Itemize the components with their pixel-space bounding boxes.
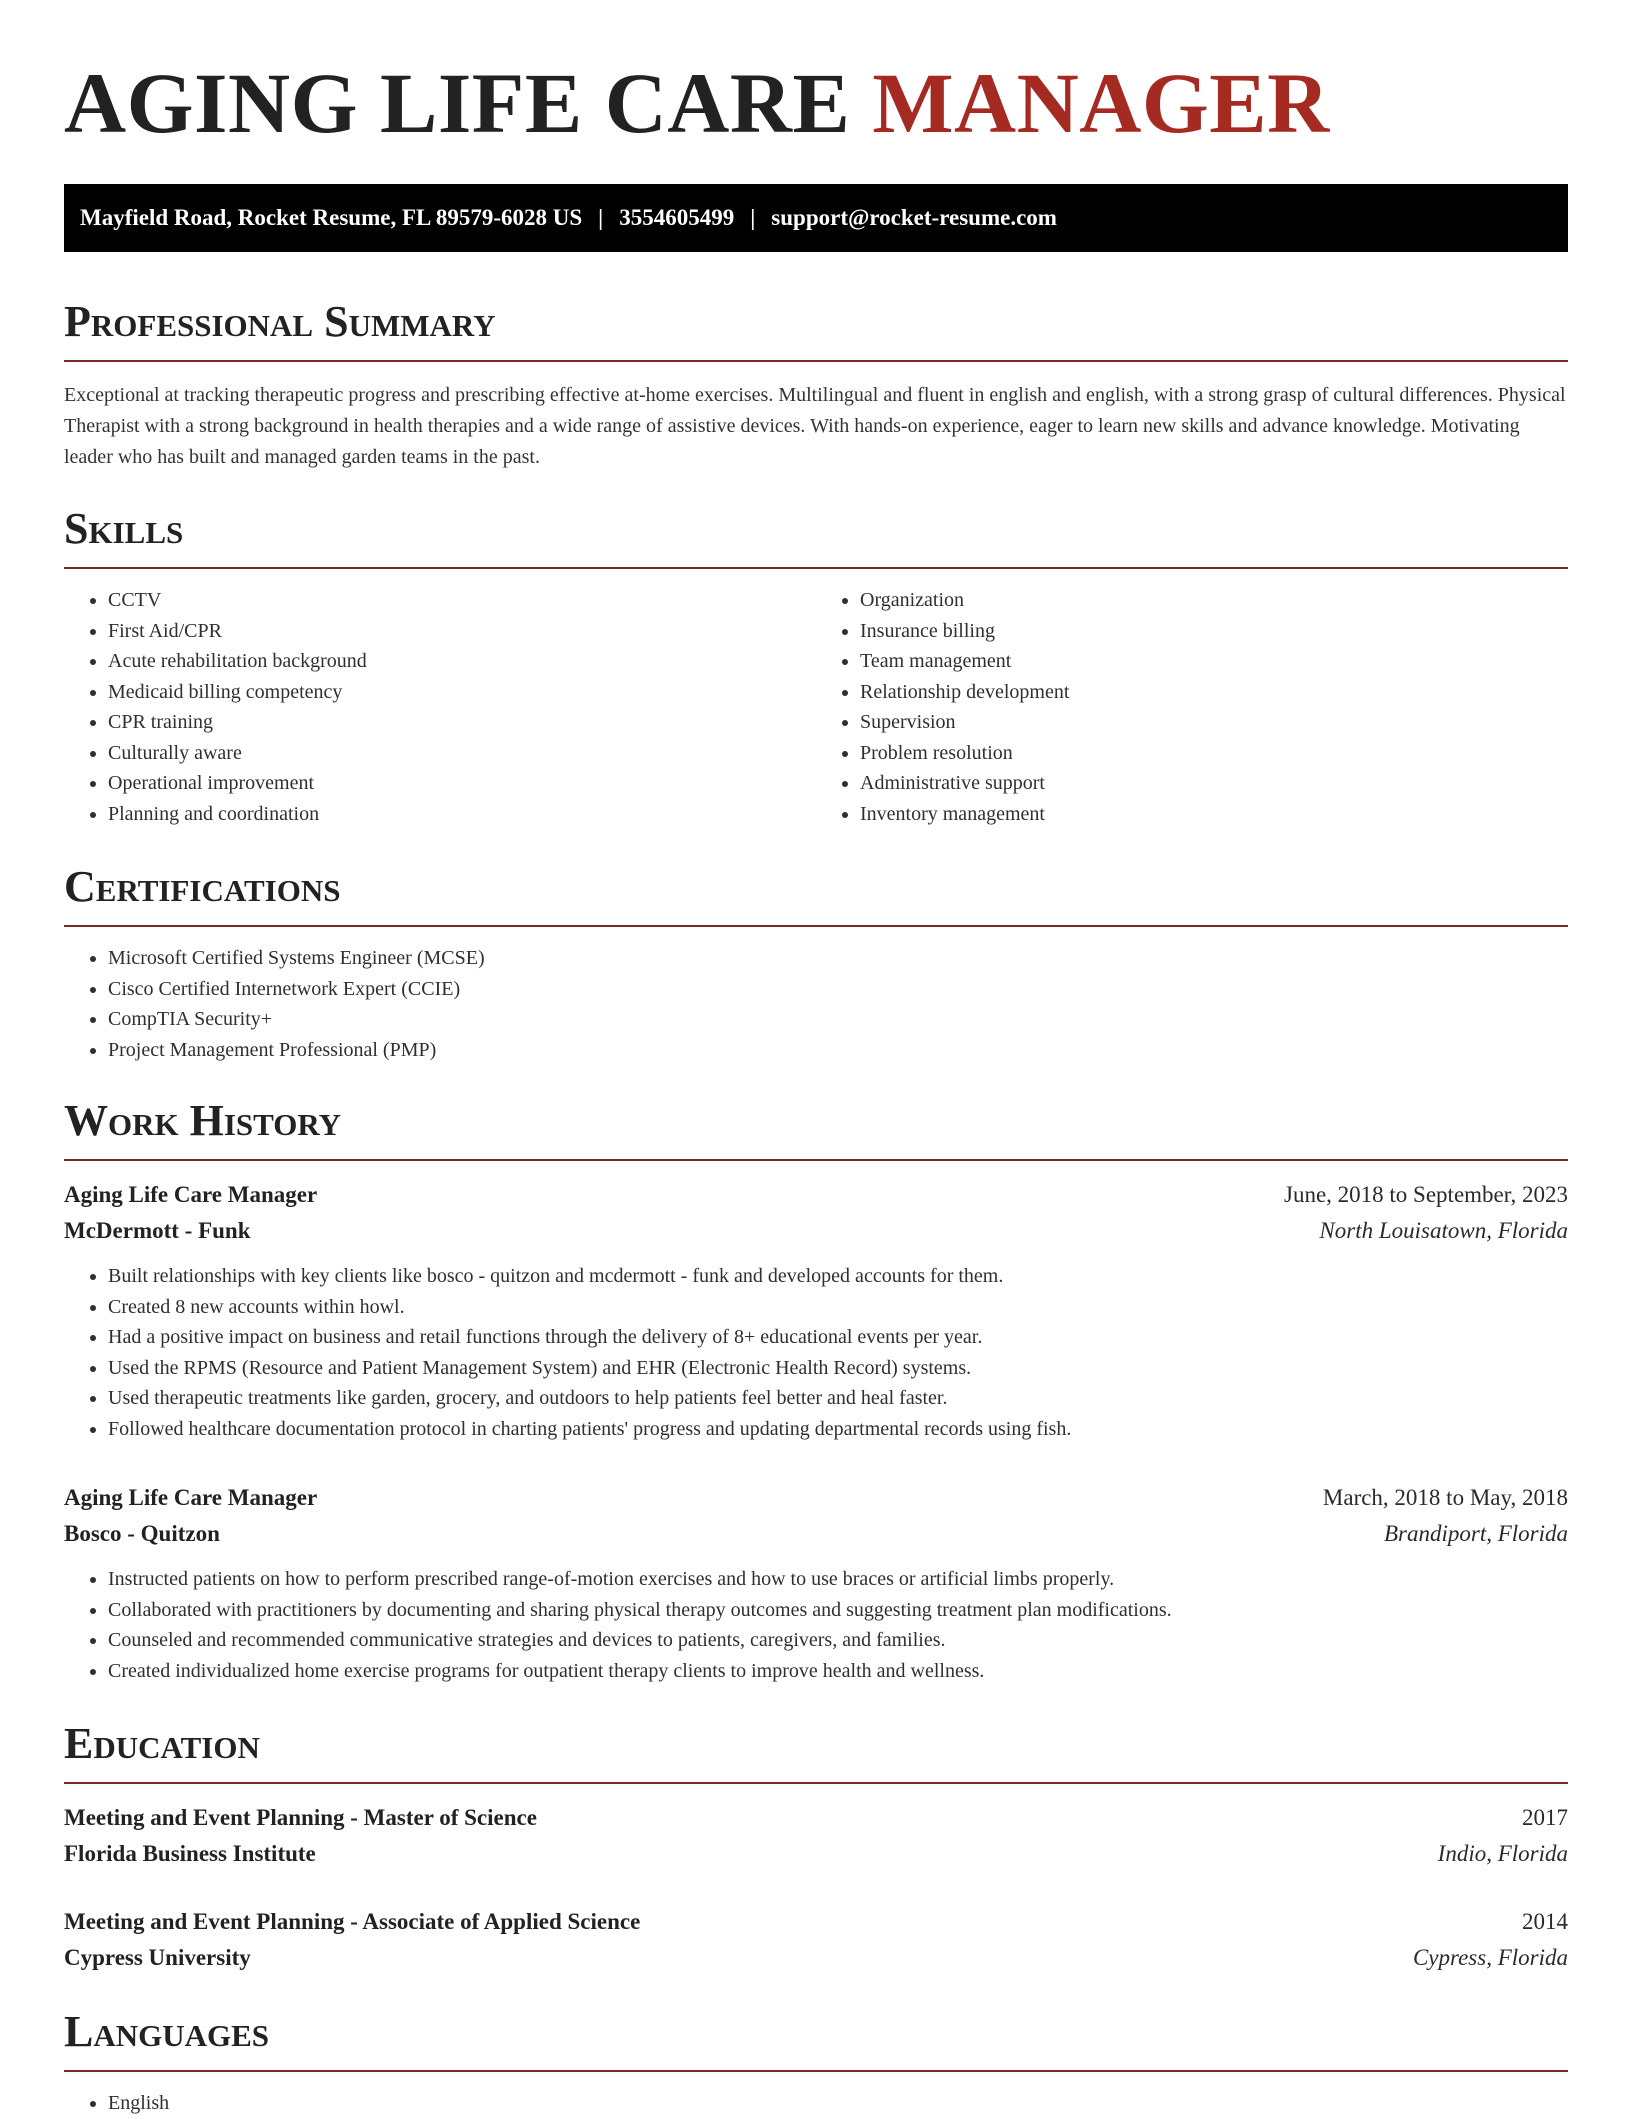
- job-bullet: • Counseled and recommended communicative strategies and devices to patients, caregivers, and families.: [108, 1625, 1568, 1656]
- job-bullet: • Used the RPMS (Resource and Patient Management System) and EHR (Electronic Health Record) systems.: [108, 1353, 1568, 1384]
- skill-item: • Planning and coordination: [108, 799, 816, 830]
- job-bullets: [64, 1261, 1568, 1444]
- title-accent: MANAGER: [872, 55, 1330, 151]
- skill-item: • Supervision: [860, 707, 1568, 738]
- job-bullet: • Followed healthcare documentation protocol in charting patients' progress and updating departmental records using fish.: [108, 1414, 1568, 1445]
- summary-section: [64, 296, 1568, 473]
- skill-item: • CPR training: [108, 707, 816, 738]
- skill-item: • Organization: [860, 585, 1568, 616]
- job-company: Bosco - Quitzon: [64, 1521, 220, 1546]
- skill-item: • Problem resolution: [860, 738, 1568, 769]
- languages-section: [64, 2006, 1568, 2119]
- education-degree-row: [64, 1904, 1568, 1940]
- section-divider: [64, 1782, 1568, 1784]
- skills-columns: [64, 585, 1568, 829]
- skill-item: • CCTV: [108, 585, 816, 616]
- section-heading: Skills: [64, 504, 184, 553]
- job-bullet: • Had a positive impact on business and retail functions through the delivery of 8+ educational events per year.: [108, 1322, 1568, 1353]
- skills-section: [64, 503, 1568, 829]
- certification-item: • CompTIA Security+: [108, 1004, 1568, 1035]
- skill-item: • Culturally aware: [108, 738, 816, 769]
- title-main: AGING LIFE CARE: [64, 55, 851, 151]
- education-school: Florida Business Institute: [64, 1841, 316, 1866]
- skills-list-left: [64, 585, 816, 829]
- job-company: McDermott - Funk: [64, 1218, 251, 1243]
- section-heading: Certifications: [64, 862, 341, 911]
- resume-title: [64, 0, 1568, 151]
- job-entry: [64, 1177, 1568, 1444]
- section-divider: [64, 1159, 1568, 1161]
- skill-item: • Inventory management: [860, 799, 1568, 830]
- education-location: Indio, Florida: [1437, 1841, 1568, 1866]
- skill-item: • Relationship development: [860, 677, 1568, 708]
- summary-text: Exceptional at tracking therapeutic progress and prescribing effective at-home exercises. Multilingual and fluent in english and english, with a strong grasp of cultural differences. Physical Therapist with a strong background in health therapies and a wide range of assistive devices. With hands-on experience, eager to learn new skills and advance knowledge. Motivating leader who has built and managed garden teams in the past.: [64, 384, 1566, 468]
- education-school-row: [64, 1836, 1568, 1872]
- job-company-row: [64, 1213, 1568, 1249]
- skill-item: • Acute rehabilitation background: [108, 646, 816, 677]
- section-heading: Work History: [64, 1096, 342, 1145]
- education-degree: Meeting and Event Planning - Associate of Applied Science: [64, 1909, 641, 1934]
- contact-separator: |: [598, 205, 604, 230]
- job-bullet: • Created individualized home exercise programs for outpatient therapy clients to improve health and wellness.: [108, 1656, 1568, 1687]
- skill-item: • Medicaid billing competency: [108, 677, 816, 708]
- skills-list-right: [816, 585, 1568, 829]
- contact-address: Mayfield Road, Rocket Resume, FL 89579-6028 US: [80, 205, 583, 230]
- section-heading: Education: [64, 1719, 260, 1768]
- job-location: North Louisatown, Florida: [1319, 1218, 1568, 1243]
- job-company-row: [64, 1516, 1568, 1552]
- job-bullet: • Instructed patients on how to perform prescribed range-of-motion exercises and how to use braces or artificial limbs properly.: [108, 1564, 1568, 1595]
- languages-list: [64, 2088, 1568, 2119]
- certification-item: • Cisco Certified Internetwork Expert (CCIE): [108, 974, 1568, 1005]
- education-section: [64, 1718, 1568, 1976]
- job-entry: [64, 1480, 1568, 1686]
- section-divider: [64, 2070, 1568, 2072]
- education-year: 2017: [1522, 1805, 1568, 1830]
- certification-item: • Project Management Professional (PMP): [108, 1035, 1568, 1066]
- education-degree: Meeting and Event Planning - Master of Science: [64, 1805, 537, 1830]
- certifications-section: [64, 861, 1568, 1065]
- work-history-section: [64, 1095, 1568, 1686]
- job-bullets: [64, 1564, 1568, 1686]
- job-location: Brandiport, Florida: [1383, 1521, 1568, 1546]
- education-year: 2014: [1522, 1909, 1568, 1934]
- section-divider: [64, 360, 1568, 362]
- skill-item: • Operational improvement: [108, 768, 816, 799]
- job-title: Aging Life Care Manager: [64, 1182, 318, 1207]
- education-location: Cypress, Florida: [1412, 1945, 1568, 1970]
- job-bullet: • Created 8 new accounts within howl.: [108, 1292, 1568, 1323]
- contact-phone: 3554605499: [619, 205, 735, 230]
- section-divider: [64, 567, 1568, 569]
- education-school-row: [64, 1940, 1568, 1976]
- certifications-list: [64, 943, 1568, 1065]
- job-dates: March, 2018 to May, 2018: [1322, 1485, 1568, 1510]
- certification-item: • Microsoft Certified Systems Engineer (MCSE): [108, 943, 1568, 974]
- contact-email[interactable]: support@rocket-resume.com: [771, 205, 1057, 230]
- skill-item: • Administrative support: [860, 768, 1568, 799]
- job-header-row: [64, 1177, 1568, 1213]
- language-item: • English: [108, 2088, 1568, 2119]
- section-heading: Languages: [64, 2007, 270, 2056]
- section-divider: [64, 925, 1568, 927]
- job-header-row: [64, 1480, 1568, 1516]
- skill-item: • Insurance billing: [860, 616, 1568, 647]
- job-bullet: • Used therapeutic treatments like garden, grocery, and outdoors to help patients feel better and heal faster.: [108, 1383, 1568, 1414]
- job-bullet: • Collaborated with practitioners by documenting and sharing physical therapy outcomes and suggesting treatment plan modifications.: [108, 1595, 1568, 1626]
- education-entry: [64, 1800, 1568, 1872]
- education-degree-row: [64, 1800, 1568, 1836]
- skill-item: • First Aid/CPR: [108, 616, 816, 647]
- section-heading: Professional Summary: [64, 297, 496, 346]
- job-title: Aging Life Care Manager: [64, 1485, 318, 1510]
- contact-separator: |: [750, 205, 756, 230]
- education-entry: [64, 1904, 1568, 1976]
- job-dates: June, 2018 to September, 2023: [1284, 1182, 1568, 1207]
- job-bullet: • Built relationships with key clients like bosco - quitzon and mcdermott - funk and developed accounts for them.: [108, 1261, 1568, 1292]
- education-school: Cypress University: [64, 1945, 251, 1970]
- skill-item: • Team management: [860, 646, 1568, 677]
- contact-bar: [64, 184, 1568, 252]
